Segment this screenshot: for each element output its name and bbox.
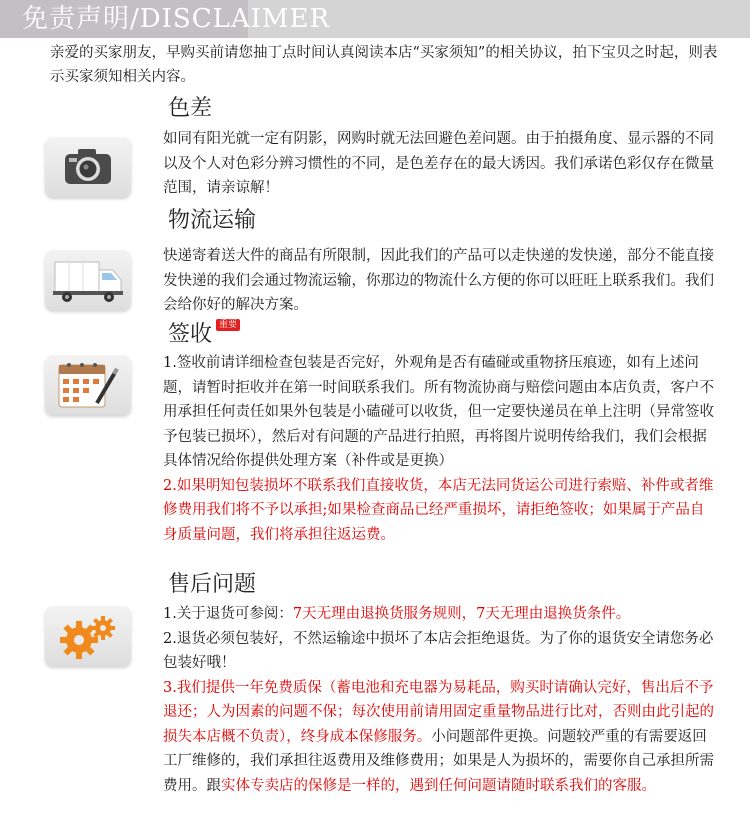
warranty-highlight: 3.我们提供一年免费质保（蓄电池和充电器为易耗品，购买时请确认完好，售出后不予退还；人为因素的问题不保；每次使用前请用固定重量物品进行比对，否则由此引起的损失本店概不负责），终身成本保修服务。 <box>163 679 714 745</box>
paragraph-1-prefix: 1.关于退货可参阅： <box>163 606 293 622</box>
paragraph-2: 2.退货必须包装好，不然运输途中损坏了本店会拒绝退货。为了你的退货安全请您务必包装好哦！ <box>163 630 714 671</box>
intro-text: 亲爱的买家朋友，早购买前请您抽丁点时间认真阅读本店“买家须知”的相关协议，拍下宝贝之时起，则表示买家须知相关内容。 <box>50 45 718 85</box>
paragraph-1: 1.签收前请详细检查包装是否完好，外观角是否有磕碰或重物挤压痕迹，如有上述问题，请暂时拒收并在第一时间联系我们。所有物流协商与赔偿问题由本店负责，客户不用承担任何责任如果外包装是小磕碰可以收货，但一定要快递员在单上注明（异常签收予包装已损坏），然后对有问题的产品进行拍照，再将图片说明传给我们，我们会根据具体情况给你提供处理方案（补件或是更换） <box>163 355 714 469</box>
paragraph: 快递寄着送大件的商品有所限制，因此我们的产品可以走快递的发快递，部分不能直接发快递的我们会通过物流运输，你那边的物流什么方便的你可以旺旺上联系我们。我们会给你好的解决方案。 <box>163 248 714 313</box>
truck-icon <box>45 250 131 310</box>
section-body-after-sales <box>163 602 718 798</box>
paragraph: 如同有阳光就一定有阴影，网购时就无法回避色差问题。由于拍摄角度、显示器的不同以及个人对色彩分辨习惯性的不同，是色差存在的最大诱因。我们承诺色彩仅存在微量范围，请亲谅解！ <box>163 131 714 196</box>
paragraph-3 <box>163 676 718 799</box>
important-badge: 重要 <box>216 319 240 331</box>
section-title-color-difference: 色差 <box>168 96 213 121</box>
section-body-color-difference <box>163 127 718 201</box>
paragraph-2: 2.如果明知包装损坏不联系我们直接收货，本店无法同货运公司进行索赔、补件或者维修费用我们将不予以承担;如果检查商品已经严重损坏，请拒绝签收；如果属于产品自身质量问题，我们将承担往返运费。 <box>163 477 714 543</box>
header-banner <box>0 0 750 38</box>
warranty-text: 小问题部件更换。问题较严重的有需要返回工厂维修的，我们承担往返费用及维修费用；如果是人为损坏的，需要你自己承担所需费用。跟 <box>163 728 714 794</box>
gears-icon <box>45 606 131 666</box>
warranty-highlight-2: 实体专卖店的保修是一样的，遇到任何问题请随时联系我们的客服。 <box>221 777 656 794</box>
section-title-after-sales: 售后问题 <box>168 572 257 597</box>
calendar-pen-icon <box>45 355 131 415</box>
return-policy-highlight: 7天无理由退换货服务规则，7天无理由退换货条件。 <box>292 606 631 622</box>
paragraph-1 <box>163 602 718 627</box>
section-body-logistics <box>163 244 718 318</box>
section-title-text: 签收 <box>168 322 213 347</box>
camera-icon <box>45 137 131 197</box>
section-title-receipt <box>168 321 240 349</box>
page-title: 免责声明/DISCLAIMER <box>22 4 331 34</box>
section-body-receipt <box>163 351 718 547</box>
section-title-logistics: 物流运输 <box>168 208 257 233</box>
